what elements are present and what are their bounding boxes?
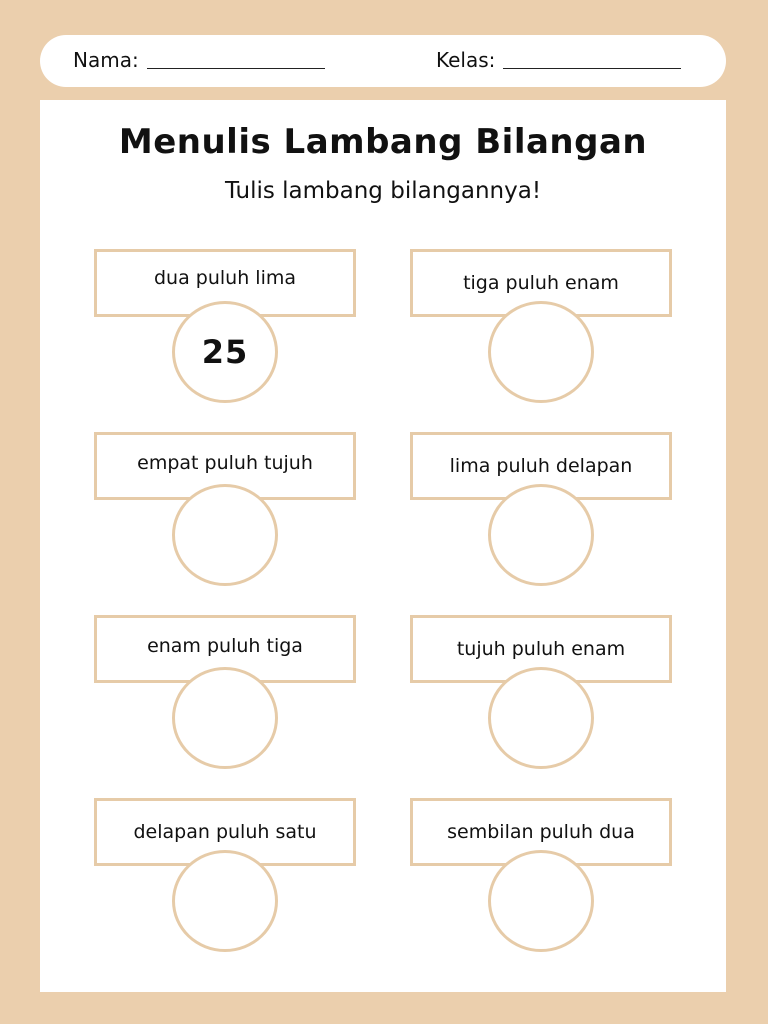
number-words-text: tiga puluh enam xyxy=(463,272,619,294)
number-words-text: tujuh puluh enam xyxy=(456,638,626,660)
header-bar xyxy=(40,35,726,87)
class-blank-line[interactable] xyxy=(503,67,681,69)
exercise-item xyxy=(94,615,356,767)
answer-circle[interactable]: 25 xyxy=(172,301,278,403)
number-words-text: sembilan puluh dua xyxy=(447,821,635,843)
number-words-text: lima puluh delapan xyxy=(449,455,633,477)
number-words-text: empat puluh tujuh xyxy=(137,452,313,474)
class-field[interactable] xyxy=(436,47,681,73)
exercise-item xyxy=(94,432,356,584)
answer-circle[interactable] xyxy=(488,484,594,586)
exercise-item xyxy=(410,798,672,950)
number-words-text: delapan puluh satu xyxy=(133,821,317,843)
answer-circle[interactable] xyxy=(172,850,278,952)
answer-circle[interactable] xyxy=(172,484,278,586)
answer-circle[interactable] xyxy=(488,667,594,769)
exercise-item xyxy=(410,249,672,401)
worksheet-sheet xyxy=(40,100,726,992)
worksheet-instruction: Tulis lambang bilangannya! xyxy=(224,178,542,204)
name-field[interactable] xyxy=(73,47,325,73)
answer-circle[interactable] xyxy=(172,667,278,769)
exercise-item xyxy=(410,615,672,767)
answer-circle[interactable] xyxy=(488,850,594,952)
class-label: Kelas: xyxy=(436,48,496,72)
name-blank-line[interactable] xyxy=(147,67,325,69)
exercise-item xyxy=(94,798,356,950)
number-words-text: dua puluh lima xyxy=(154,267,296,289)
answer-circle[interactable] xyxy=(488,301,594,403)
name-label: Nama: xyxy=(73,48,139,72)
exercise-item xyxy=(410,432,672,584)
worksheet-title: Menulis Lambang Bilangan xyxy=(118,122,648,162)
number-words-text: enam puluh tiga xyxy=(147,635,303,657)
exercise-item xyxy=(94,249,356,401)
